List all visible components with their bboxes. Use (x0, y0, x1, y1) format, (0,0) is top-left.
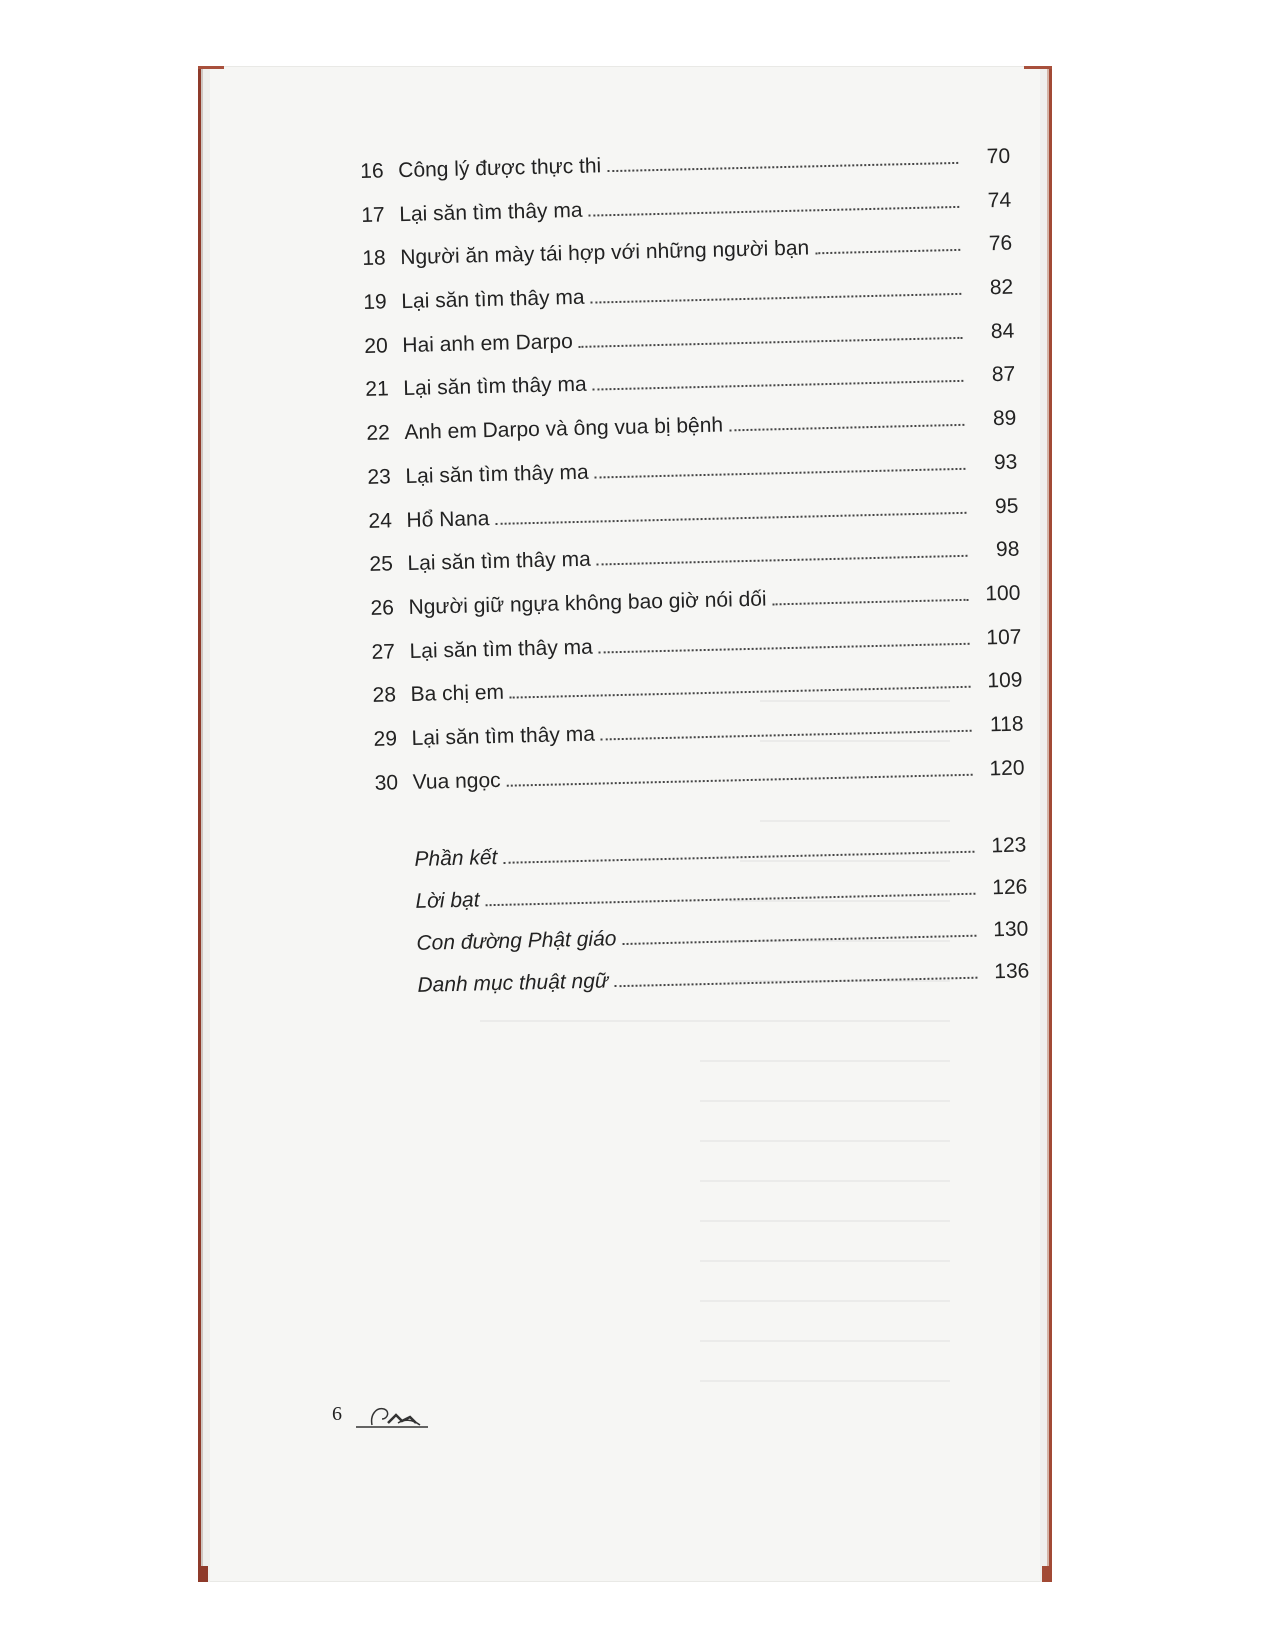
entry-title: Lại săn tìm thây ma (407, 547, 591, 576)
dot-leader (614, 977, 977, 988)
dot-leader (815, 249, 960, 254)
book-cover-edge-right (1040, 66, 1052, 1582)
entry-page-number: 107 (986, 625, 1022, 649)
chapter-number: 18 (362, 246, 386, 271)
entry-title: Lại săn tìm thây ma (399, 198, 583, 226)
chapter-number: 27 (371, 639, 396, 664)
entry-page-number: 126 (992, 875, 1028, 900)
entry-page-number: 123 (991, 833, 1027, 858)
book-cover-edge-left (198, 66, 210, 1582)
entry-page-number: 130 (993, 917, 1029, 942)
chapter-number (378, 908, 416, 909)
chapter-number: 21 (365, 377, 390, 402)
entry-page-number: 120 (989, 756, 1025, 780)
entry-title: Người ăn mày tái hợp với những người bạn (400, 236, 810, 270)
chapter-number (379, 950, 417, 951)
chapter-number: 29 (373, 727, 398, 751)
entry-title: Người giữ ngựa không bao giờ nói dối (408, 587, 767, 619)
entry-title: Hai anh em Darpo (402, 329, 574, 357)
entry-title: Danh mục thuật ngữ (417, 969, 609, 998)
chapter-number: 19 (363, 290, 387, 315)
dot-leader (503, 851, 974, 864)
entry-page-number: 109 (987, 668, 1023, 693)
entry-page-number: 118 (989, 712, 1024, 737)
entry-title: Vua ngọc (412, 768, 501, 794)
entry-page-number: 95 (994, 494, 1019, 518)
entry-page-number: 74 (987, 188, 1012, 212)
chapter-number: 26 (370, 596, 395, 620)
entry-title: Lại săn tìm thây ma (405, 460, 589, 488)
entry-title: Công lý được thực thi (397, 154, 602, 183)
entry-page-number: 98 (995, 537, 1020, 562)
entry-title: Lời bạt (415, 888, 480, 914)
entry-title: Con đường Phật giáo (416, 927, 617, 956)
chapter-number: 24 (368, 508, 393, 533)
entry-title: Lại săn tìm thây ma (409, 635, 594, 663)
entry-title: Lại săn tìm thây ma (403, 373, 587, 401)
chapter-number: 23 (367, 465, 392, 489)
chapter-number: 30 (374, 770, 399, 795)
dot-leader (579, 337, 963, 348)
chapter-number: 25 (369, 552, 394, 577)
dot-leader (729, 424, 964, 432)
entry-page-number: 93 (993, 450, 1018, 474)
dot-leader (486, 893, 976, 907)
table-of-contents (360, 145, 1030, 1017)
chapter-number: 20 (364, 334, 389, 358)
dot-leader (607, 162, 958, 172)
entry-title: Phần kết (414, 846, 498, 872)
chapter-number: 16 (360, 159, 384, 183)
entry-page-number: 82 (989, 275, 1014, 300)
cover-corner (1042, 1566, 1052, 1582)
chapter-number (377, 866, 415, 867)
cover-corner (198, 1566, 208, 1582)
entry-page-number: 89 (992, 406, 1017, 431)
entry-page-number: 84 (990, 319, 1015, 343)
dot-leader (591, 293, 962, 304)
entry-page-number: 87 (991, 363, 1016, 387)
dot-leader (589, 206, 960, 217)
dot-leader (507, 773, 973, 786)
entry-page-number: 136 (993, 959, 1030, 984)
chapter-number: 22 (366, 421, 391, 446)
dot-leader (595, 468, 966, 479)
page-number: 6 (332, 1403, 342, 1425)
chapter-number: 28 (372, 683, 397, 708)
entry-title: Lại săn tìm thây ma (401, 285, 585, 314)
entry-title: Lại săn tìm thây ma (411, 722, 596, 750)
entry-title: Anh em Darpo và ông vua bị bệnh (404, 413, 724, 445)
chapter-number: 17 (361, 203, 385, 227)
cover-corner (1024, 66, 1052, 69)
dot-leader (510, 686, 971, 699)
chapter-number (380, 992, 418, 993)
entry-title: Hổ Nana (406, 506, 490, 532)
dot-leader (597, 555, 968, 566)
dot-leader (593, 380, 964, 391)
decorative-ornament-icon (350, 1393, 432, 1433)
dot-leader (601, 730, 972, 741)
cover-corner (198, 66, 224, 69)
dot-leader (599, 642, 970, 653)
dot-leader (623, 935, 977, 945)
entry-page-number: 100 (985, 581, 1021, 606)
dot-leader (495, 511, 966, 524)
dot-leader (773, 599, 969, 606)
entry-page-number: 76 (988, 232, 1013, 256)
entry-title: Ba chị em (410, 681, 505, 707)
entry-page-number: 70 (986, 144, 1011, 169)
